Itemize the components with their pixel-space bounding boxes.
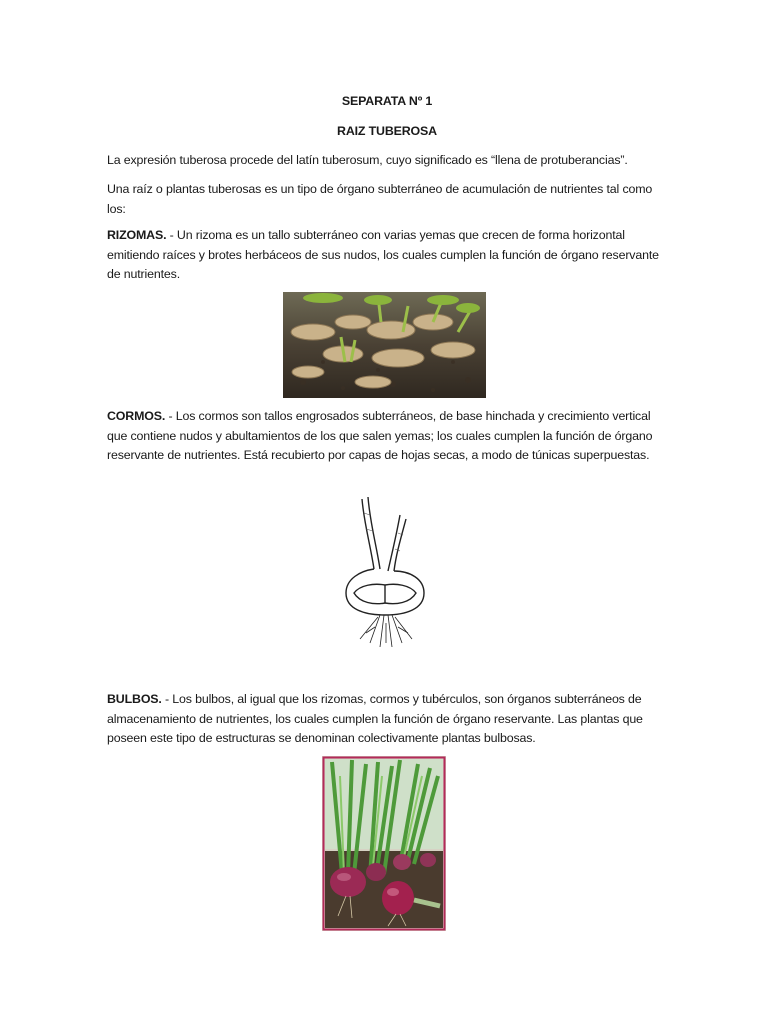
section-term-bulbos: BULBOS. bbox=[107, 692, 162, 706]
section-term-rizomas: RIZOMAS. bbox=[107, 228, 167, 242]
document-heading: SEPARATA Nº 1 bbox=[341, 94, 433, 108]
section-bulbos bbox=[107, 690, 667, 749]
intro-paragraph-1: La expresión tuberosa procede del latín tuberosum, cuyo significado es “llena de protuberancias”. bbox=[107, 153, 628, 167]
corm-drawing bbox=[340, 493, 430, 649]
intro-paragraph-2: Una raíz o plantas tuberosas es un tipo de órgano subterráneo de acumulación de nutrientes tal como los: bbox=[107, 182, 653, 216]
rhizome-photo bbox=[283, 292, 486, 398]
section-text-cormos: - Los cormos son tallos engrosados subterráneos, de base hinchada y crecimiento vertical que contiene nudos y abultamientos de los que salen yemas; los cuales cumplen la función de órgano reservante de nutrientes. Está recubierto por capas de hojas secas, a modo de túnicas superpuestas. bbox=[107, 409, 653, 462]
section-cormos bbox=[107, 407, 667, 466]
section-rizomas bbox=[107, 226, 667, 285]
document-subheading: RAIZ TUBEROSA bbox=[337, 124, 437, 138]
section-term-cormos: CORMOS. bbox=[107, 409, 166, 423]
onion-bulb-photo bbox=[322, 756, 446, 931]
section-text-rizomas: - Un rizoma es un tallo subterráneo con varias yemas que crecen de forma horizontal emitiendo raíces y brotes herbáceos de sus nudos, los cuales cumplen la función de órgano reservante de nutrientes. bbox=[107, 228, 659, 281]
section-text-bulbos: - Los bulbos, al igual que los rizomas, cormos y tubérculos, son órganos subterráneos de almacenamiento de nutrientes, los cuales cumplen la función de órgano reservante. Las plantas que poseen este tipo de estructuras se denominan colectivamente plantas bulbosas. bbox=[107, 692, 643, 745]
